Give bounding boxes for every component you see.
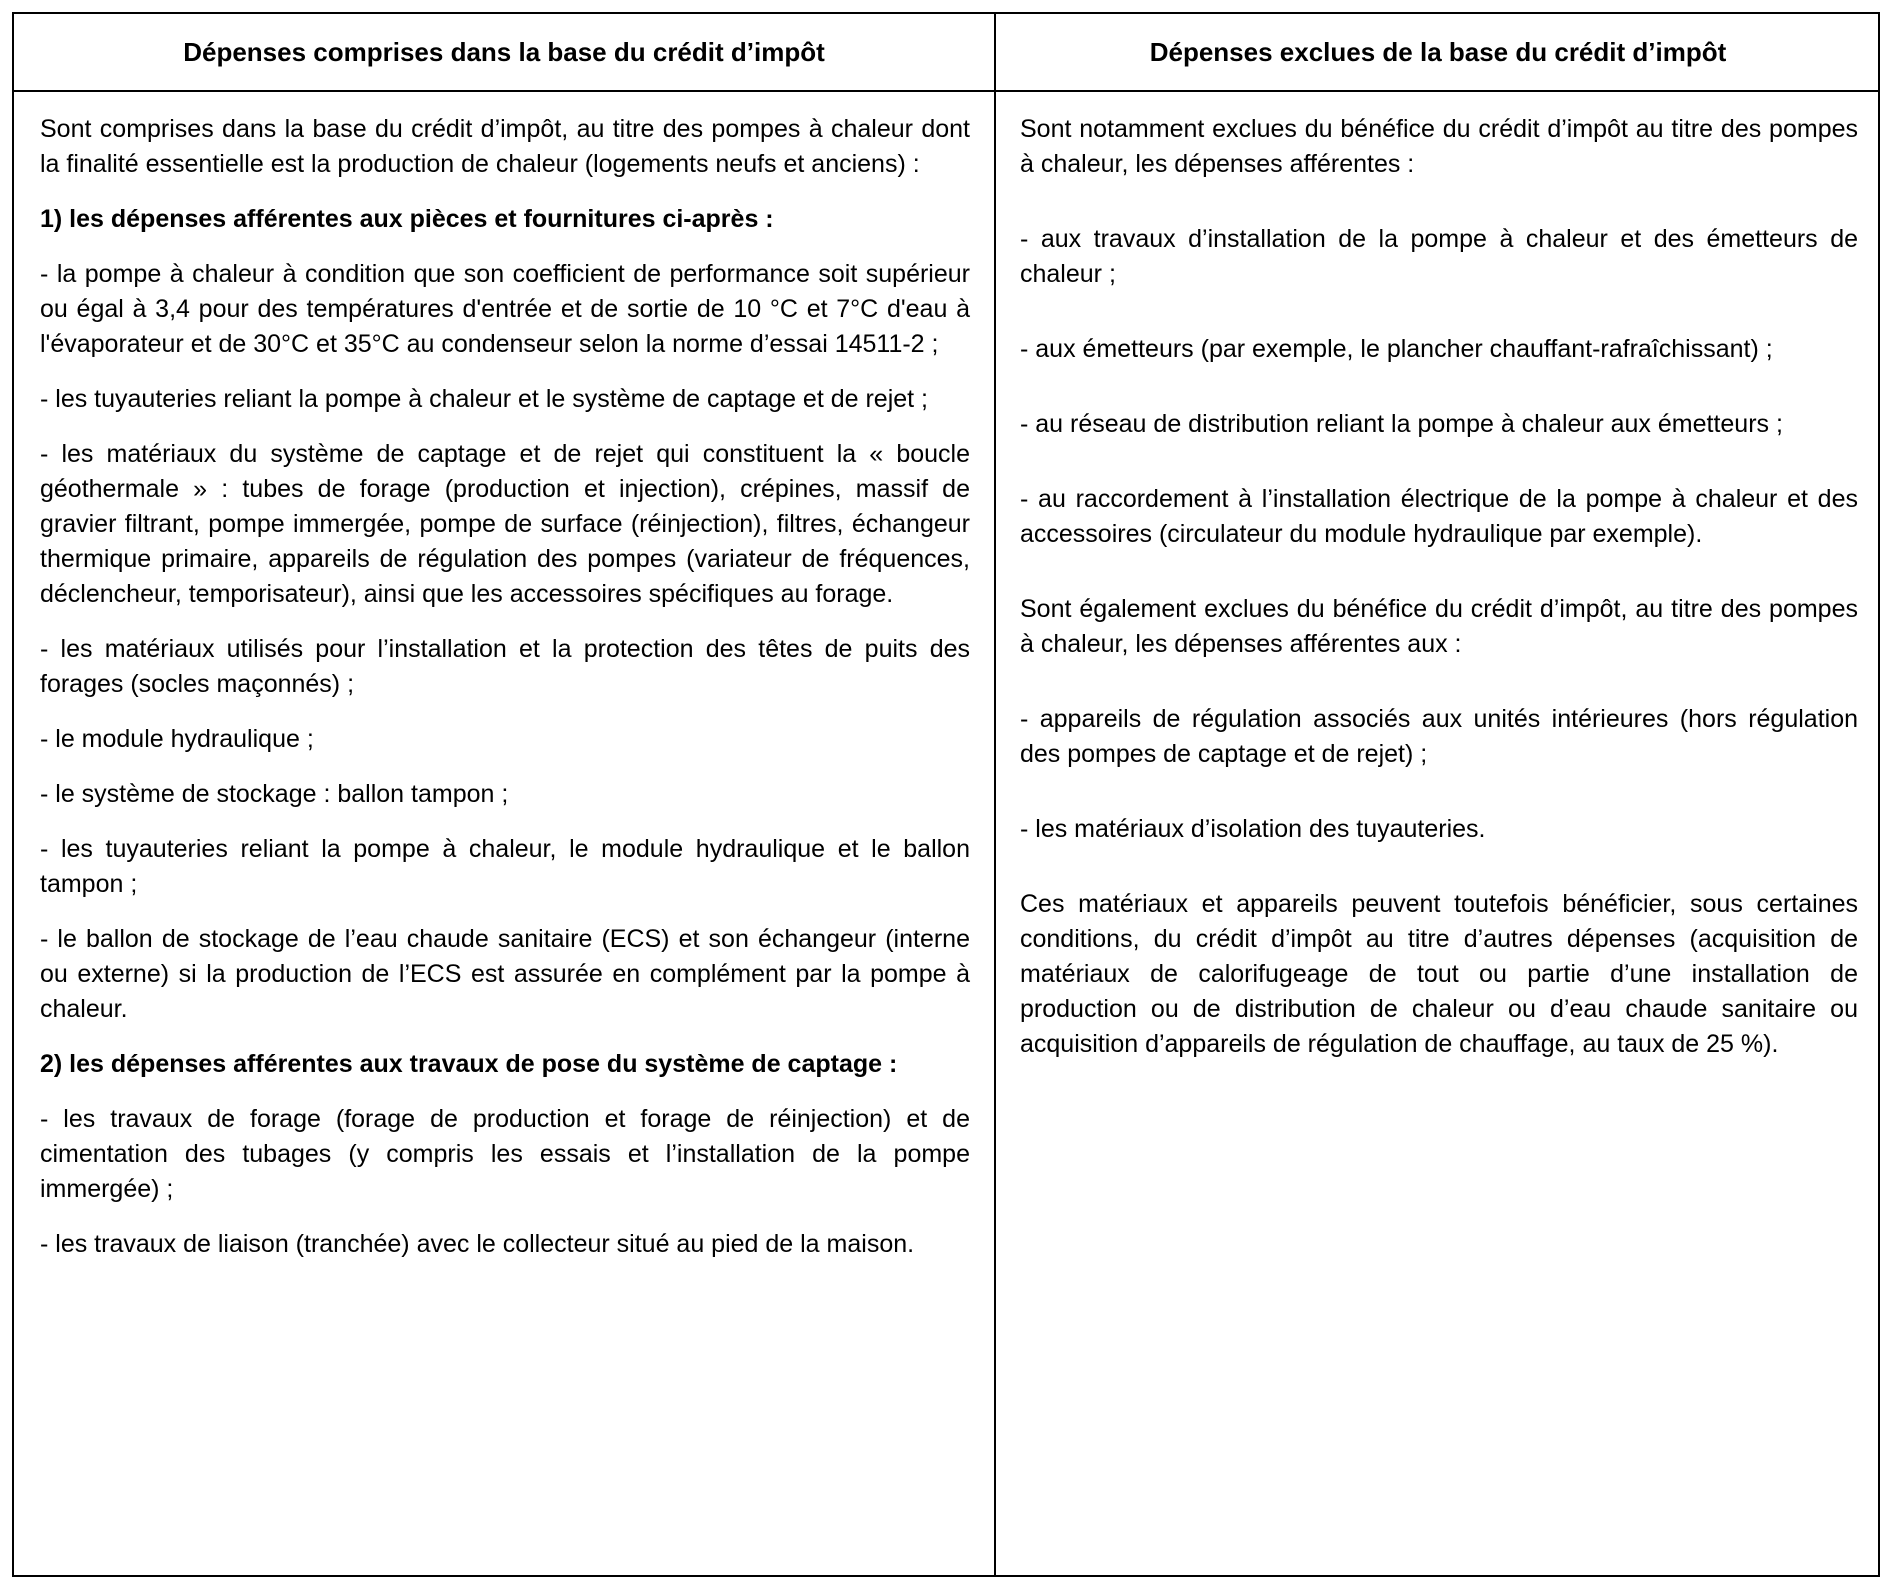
included-item: - les matériaux utilisés pour l’installation et la protection des têtes de puits des forages (socles maçonnés) ; (40, 635, 970, 698)
column-divider (994, 14, 996, 1575)
header-included: Dépenses comprises dans la base du crédit d’impôt (183, 36, 825, 67)
header-divider (14, 90, 1878, 92)
included-section-2-title: 2) les dépenses afférentes aux travaux de pose du système de captage : (40, 1050, 898, 1078)
excluded-paragraph: - appareils de régulation associés aux unités intérieures (hors régulation des pompes de captage et de rejet) ; (1020, 705, 1858, 768)
excluded-paragraph: Ces matériaux et appareils peuvent toutefois bénéficier, sous certaines conditions, du crédit d’impôt au titre d’autres dépenses (acquisition de matériaux de calorifugeage de tout ou partie d’une installation de production ou de distribution de chaleur ou d’eau chaude sanitaire ou acquisition d’appareils de régulation de chauffage, au taux de 25 %). (1020, 890, 1858, 1058)
excluded-paragraph: - les matériaux d’isolation des tuyauteries. (1020, 815, 1486, 843)
included-item: - le système de stockage : ballon tampon ; (40, 780, 509, 808)
excluded-paragraph: Sont notamment exclues du bénéfice du crédit d’impôt au titre des pompes à chaleur, les dépenses afférentes : (1020, 115, 1858, 178)
included-item: - les tuyauteries reliant la pompe à chaleur, le module hydraulique et le ballon tampon ; (40, 835, 970, 898)
included-item: - le module hydraulique ; (40, 725, 314, 753)
excluded-paragraph: - au réseau de distribution reliant la pompe à chaleur aux émetteurs ; (1020, 410, 1783, 438)
excluded-column (1020, 112, 1858, 1102)
excluded-paragraph: - aux travaux d’installation de la pompe à chaleur et des émetteurs de chaleur ; (1020, 225, 1858, 288)
included-item: - les tuyauteries reliant la pompe à chaleur et le système de captage et de rejet ; (40, 385, 928, 413)
excluded-paragraph: - aux émetteurs (par exemple, le plancher chauffant-rafraîchissant) ; (1020, 335, 1773, 363)
header-excluded: Dépenses exclues de la base du crédit d’impôt (1149, 36, 1727, 67)
expenses-table (12, 12, 1880, 1577)
included-item: - le ballon de stockage de l’eau chaude sanitaire (ECS) et son échangeur (interne ou externe) si la production de l’ECS est assurée en complément par la pompe à chaleur. (40, 925, 970, 1023)
excluded-paragraph: Sont également exclues du bénéfice du crédit d’impôt, au titre des pompes à chaleur, les dépenses afférentes aux : (1020, 595, 1858, 658)
included-column (40, 112, 970, 1282)
included-intro: Sont comprises dans la base du crédit d’impôt, au titre des pompes à chaleur dont la finalité essentielle est la production de chaleur (logements neufs et anciens) : (40, 115, 970, 178)
included-item: - la pompe à chaleur à condition que son coefficient de performance soit supérieur ou égal à 3,4 pour des températures d'entrée et de sortie de 10 °C et 7°C d'eau à l'évaporateur et de 30°C et 35°C au condenseur selon la norme d’essai 14511-2 ; (40, 260, 970, 358)
included-item: - les travaux de forage (forage de production et forage de réinjection) et de cimentation des tubages (y compris les essais et l’installation de la pompe immergée) ; (40, 1105, 970, 1203)
excluded-paragraph: - au raccordement à l’installation électrique de la pompe à chaleur et des accessoires (circulateur du module hydraulique par exemple). (1020, 485, 1858, 548)
included-item: - les matériaux du système de captage et de rejet qui constituent la « boucle géothermale » : tubes de forage (production et injection), crépines, massif de gravier filtrant, pompe immergée, pompe de surface (réinjection), filtres, échangeur thermique primaire, appareils de régulation des pompes (variateur de fréquences, déclencheur, temporisateur), ainsi que les accessoires spécifiques au forage. (40, 440, 970, 608)
included-item: - les travaux de liaison (tranchée) avec le collecteur situé au pied de la maison. (40, 1230, 915, 1258)
included-section-1-title: 1) les dépenses afférentes aux pièces et fournitures ci-après : (40, 205, 774, 233)
